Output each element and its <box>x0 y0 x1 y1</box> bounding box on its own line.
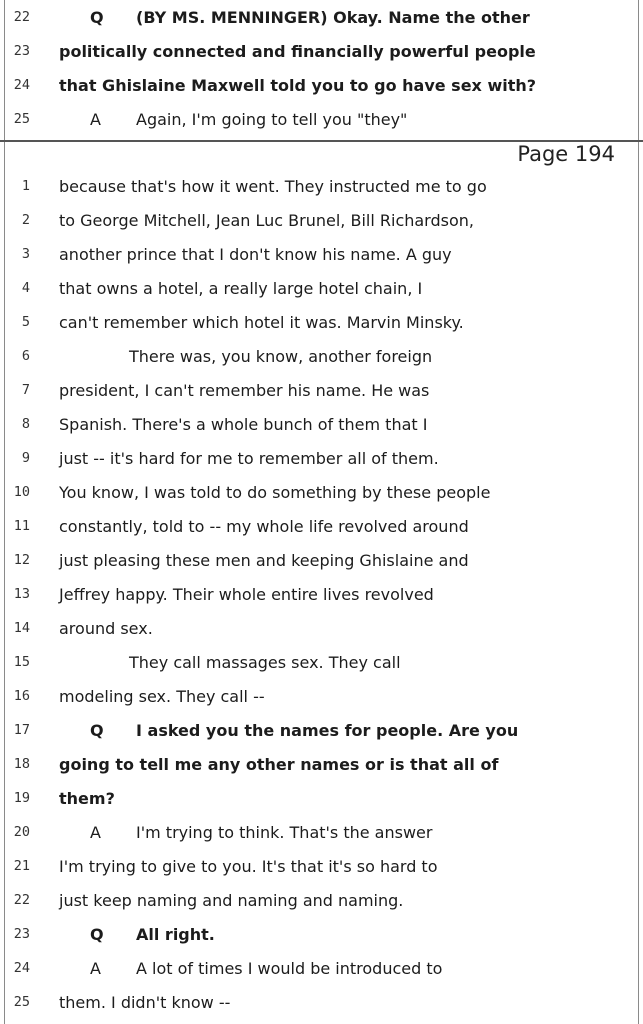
line-text: because that's how it went. They instructed me to go <box>59 176 487 196</box>
line-number: 1 <box>21 178 30 194</box>
line-number: 13 <box>13 586 30 602</box>
line-text: just keep naming and naming and naming. <box>59 890 404 910</box>
line-text: politically connected and financially powerful people <box>59 41 536 61</box>
transcript-line <box>0 509 643 543</box>
transcript-line <box>0 543 643 577</box>
line-number: 2 <box>21 212 30 228</box>
line-number: 15 <box>13 654 30 670</box>
line-text: can't remember which hotel it was. Marvin Minsky. <box>59 312 464 332</box>
line-number: 24 <box>13 77 30 93</box>
transcript-line <box>0 169 643 203</box>
line-number: 20 <box>13 824 30 840</box>
transcript-line <box>0 407 643 441</box>
transcript-line <box>0 849 643 883</box>
transcript-line <box>0 0 643 34</box>
line-text: that owns a hotel, a really large hotel chain, I <box>59 278 423 298</box>
transcript-line <box>0 917 643 951</box>
line-text: Spanish. There's a whole bunch of them that I <box>59 414 428 434</box>
page-header: Page 194 <box>517 142 615 166</box>
transcript-line <box>0 713 643 747</box>
transcript-line <box>0 271 643 305</box>
transcript-line <box>0 679 643 713</box>
speaker-marker: A <box>90 958 101 978</box>
transcript-line <box>0 611 643 645</box>
speaker-marker: Q <box>90 924 104 944</box>
line-number: 10 <box>13 484 30 500</box>
line-text: to George Mitchell, Jean Luc Brunel, Bill Richardson, <box>59 210 474 230</box>
line-content: Again, I'm going to tell you "they" <box>136 109 408 129</box>
line-text: modeling sex. They call -- <box>59 686 265 706</box>
speaker-marker: Q <box>90 7 104 27</box>
transcript-line <box>0 747 643 781</box>
transcript-line <box>0 985 643 1019</box>
line-number: 7 <box>21 382 30 398</box>
line-text: just pleasing these men and keeping Ghislaine and <box>59 550 469 570</box>
speaker-marker: A <box>90 109 101 129</box>
transcript-line <box>0 815 643 849</box>
line-number: 8 <box>21 416 30 432</box>
line-text: going to tell me any other names or is that all of <box>59 754 499 774</box>
line-number: 23 <box>13 43 30 59</box>
transcript-line <box>0 475 643 509</box>
transcript-line <box>0 373 643 407</box>
line-text: president, I can't remember his name. He was <box>59 380 430 400</box>
line-content: (BY MS. MENNINGER) Okay. Name the other <box>136 7 530 27</box>
line-number: 18 <box>13 756 30 772</box>
line-number: 21 <box>13 858 30 874</box>
line-text: Jeffrey happy. Their whole entire lives revolved <box>59 584 434 604</box>
line-number: 23 <box>13 926 30 942</box>
transcript-line <box>0 237 643 271</box>
transcript-line <box>0 645 643 679</box>
transcript-line <box>0 305 643 339</box>
line-number: 9 <box>21 450 30 466</box>
transcript-line <box>0 68 643 102</box>
line-number: 4 <box>21 280 30 296</box>
transcript-line <box>0 203 643 237</box>
line-text: just -- it's hard for me to remember all of them. <box>59 448 439 468</box>
line-text: another prince that I don't know his name. A guy <box>59 244 452 264</box>
transcript-line <box>0 34 643 68</box>
line-number: 6 <box>21 348 30 364</box>
line-number: 16 <box>13 688 30 704</box>
line-number: 19 <box>13 790 30 806</box>
line-number: 25 <box>13 111 30 127</box>
line-text <box>90 959 442 978</box>
line-number: 17 <box>13 722 30 738</box>
line-content: I'm trying to think. That's the answer <box>136 822 433 842</box>
line-text: There was, you know, another foreign <box>129 346 433 366</box>
line-number: 11 <box>13 518 30 534</box>
line-number: 22 <box>13 9 30 25</box>
line-number: 24 <box>13 960 30 976</box>
line-number: 14 <box>13 620 30 636</box>
line-text <box>90 823 432 842</box>
line-number: 25 <box>13 994 30 1010</box>
transcript-line <box>0 951 643 985</box>
line-text: constantly, told to -- my whole life revolved around <box>59 516 469 536</box>
line-text <box>90 110 407 129</box>
line-number: 3 <box>21 246 30 262</box>
line-text <box>90 925 215 944</box>
line-text: them? <box>59 788 115 808</box>
line-text <box>90 721 518 740</box>
line-text: You know, I was told to do something by these people <box>59 482 491 502</box>
transcript-line <box>0 339 643 373</box>
line-text: They call massages sex. They call <box>129 652 401 672</box>
transcript-line <box>0 577 643 611</box>
line-text: that Ghislaine Maxwell told you to go have sex with? <box>59 75 537 95</box>
line-content: All right. <box>136 924 215 944</box>
transcript-line <box>0 883 643 917</box>
transcript-line <box>0 781 643 815</box>
speaker-marker: A <box>90 822 101 842</box>
transcript-line <box>0 441 643 475</box>
line-number: 22 <box>13 892 30 908</box>
line-number: 5 <box>21 314 30 330</box>
line-text <box>90 8 530 27</box>
transcript-line <box>0 102 643 136</box>
line-number: 12 <box>13 552 30 568</box>
line-text: them. I didn't know -- <box>59 992 231 1012</box>
line-text: around sex. <box>59 618 153 638</box>
speaker-marker: Q <box>90 720 104 740</box>
line-content: I asked you the names for people. Are you <box>136 720 519 740</box>
line-content: A lot of times I would be introduced to <box>136 958 443 978</box>
line-text: I'm trying to give to you. It's that it's so hard to <box>59 856 438 876</box>
